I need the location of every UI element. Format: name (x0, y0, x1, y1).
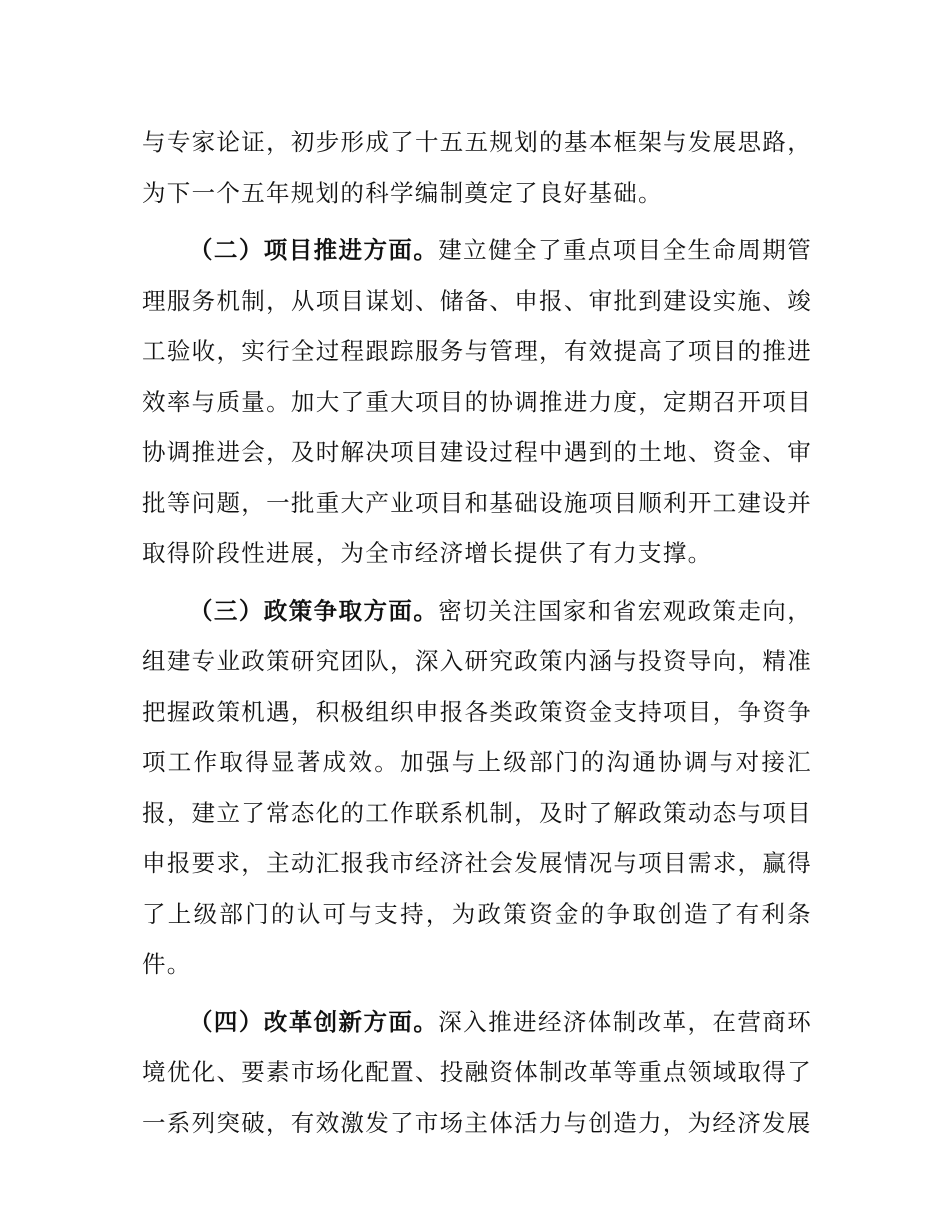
continued-paragraph: 与专家论证，初步形成了十五五规划的基本框架与发展思路，为下一个五年规划的科学编制奠定了良好基础。 (142, 128, 812, 207)
paragraph-project-promotion (142, 225, 812, 579)
section-heading: （四）改革创新方面。 (189, 1007, 439, 1036)
paragraph-policy-seeking (142, 586, 812, 990)
section-body: 密切关注国家和省宏观政策走向，组建专业政策研究团队，深入研究政策内涵与投资导向，精准把握政策机遇，积极组织申报各类政策资金支持项目，争资争项工作取得显著成效。加强与上级部门的沟通协调与对接汇报，建立了常态化的工作联系机制，及时了解政策动态与项目申报要求，主动汇报我市经济社会发展情况与项目需求，赢得了上级部门的认可与支持，为政策资金的争取创造了有利条件。 (142, 596, 812, 978)
section-heading: （二）项目推进方面。 (189, 236, 439, 264)
section-heading: （三）政策争取方面。 (189, 596, 439, 625)
section-body: 深入推进经济体制改革，在营商环境优化、要素市场化配置、投融资体制改革等重点领域取得了一系列突破，有效激发了市场主体活力与创造力，为经济发展 (142, 1007, 812, 1137)
section-body: 建立健全了重点项目全生命周期管理服务机制，从项目谋划、储备、申报、审批到建设实施、竣工验收，实行全过程跟踪服务与管理，有效提高了项目的推进效率与质量。加大了重大项目的协调推进力度，定期召开项目协调推进会，及时解决项目建设过程中遇到的土地、资金、审批等问题，一批重大产业项目和基础设施项目顺利开工建设并取得阶段性进展，为全市经济增长提供了有力支撑。 (142, 236, 812, 567)
document-body (142, 117, 812, 1148)
paragraph-reform-innovation (142, 997, 812, 1149)
